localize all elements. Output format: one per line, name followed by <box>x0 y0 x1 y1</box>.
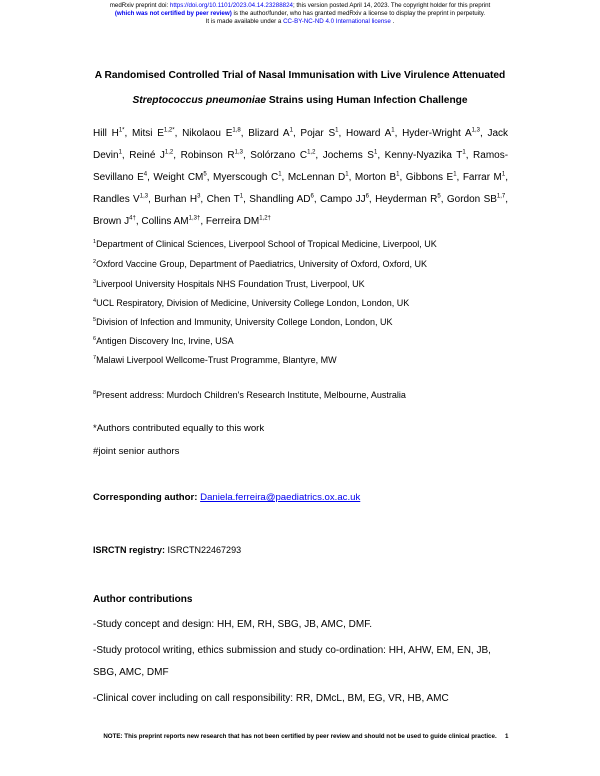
author-name: Ferreira DM <box>205 216 260 227</box>
author-name: Farrar M <box>462 172 502 183</box>
author-name: Pojar S <box>300 128 336 139</box>
preprint-header-line-3: It is made available under a CC-BY-NC-ND 4.0 International license . <box>205 18 395 25</box>
author-affiliation-marker: 1,2 <box>164 149 174 156</box>
affiliation-item: $^7$Malawi Liverpool Wellcome-Trust Programme, Blantyre, MW <box>93 355 337 365</box>
affiliation-item: $^6$Antigen Discovery Inc, Irvine, USA <box>93 336 234 346</box>
affiliation-item: $^2$Oxford Vaccine Group, Department of Paediatrics, University of Oxford, Oxford, UK <box>93 259 428 269</box>
author-name: Hyder-Wright A <box>402 128 472 139</box>
author-name: Campo JJ <box>319 194 366 205</box>
author-affiliation-marker: 1 <box>239 193 244 200</box>
author-name: Randles V <box>93 194 140 205</box>
author-affiliation-marker: 1* <box>118 127 125 134</box>
affiliation-item: $^4$UCL Respiratory, Division of Medicine, University College London, London, UK <box>93 298 410 308</box>
author-affiliation-marker: 1,2* <box>163 127 175 134</box>
author-name: Collins AM <box>141 216 189 227</box>
author-affiliation-marker: 1 <box>391 127 395 134</box>
license-link[interactable]: CC-BY-NC-ND 4.0 International license <box>283 18 391 25</box>
author-name: Brown J <box>93 216 130 227</box>
contributions-heading: Author contributions <box>93 594 193 605</box>
author-affiliation-marker: 1 <box>278 171 282 178</box>
author-affiliation-marker: 6 <box>365 193 369 200</box>
preprint-header-line-1: medRxiv preprint doi: https://doi.org/10.1101/2023.04.14.23288824; this version posted April 14, 2023. The copyright holder for this preprint <box>109 2 491 9</box>
author-name: Blizard A <box>248 128 290 139</box>
footer-note: NOTE: This preprint reports new research that has not been certified by peer review and should not be used to guide clinical practice. 1 <box>103 733 509 740</box>
author-affiliation-marker: 4 <box>143 171 148 178</box>
preprint-header-line-2: (which was not certified by peer review) is the author/funder, who has granted medRxiv a license to display the preprint in perpetuity. <box>114 10 486 17</box>
author-affiliation-marker: 1 <box>462 149 466 156</box>
author-name: Howard A <box>345 128 392 139</box>
author-affiliation-marker: 6 <box>310 193 314 200</box>
author-name: Reiné J <box>129 150 165 161</box>
author-affiliation-marker: 1 <box>453 171 457 178</box>
author-affiliation-marker: 1 <box>345 171 349 178</box>
author-name: Heyderman R <box>375 194 438 205</box>
author-name: Chen T <box>206 194 240 205</box>
contributions-list <box>93 614 513 714</box>
author-name: Gordon SB <box>446 194 497 205</box>
author-affiliation-marker: 1 <box>501 171 506 178</box>
author-affiliation-marker: 1,7 <box>496 193 506 200</box>
isrctn-registry: ISRCTN registry: ISRCTN22467293 <box>93 545 242 555</box>
equal-contribution-note: *Authors contributed equally to this work <box>93 423 265 434</box>
author-affiliation-marker: 1,3 <box>139 193 149 200</box>
corresponding-email-link[interactable]: Daniela.ferreira@paediatrics.ox.ac.uk <box>200 492 361 503</box>
author-name: Morton B <box>354 172 397 183</box>
paper-title-line-2: Streptococcus pneumoniae Strains using Human Infection Challenge <box>132 95 468 106</box>
corresponding-author: Corresponding author: Daniela.ferreira@paediatrics.ox.ac.uk <box>93 492 361 503</box>
author-affiliation-marker: 1 <box>118 149 122 156</box>
author-name: Myerscough C <box>213 172 279 183</box>
affiliation-item: $^5$Division of Infection and Immunity, University College London, London, UK <box>93 317 393 327</box>
affiliation-item: $^3$Liverpool University Hospitals NHS Foundation Trust, Liverpool, UK <box>93 279 365 289</box>
author-name: Gibbons E <box>405 172 454 183</box>
paper-title-line-1: A Randomised Controlled Trial of Nasal Immunisation with Live Virulence Attenuated <box>94 70 506 81</box>
author-name: Burhan H <box>154 194 198 205</box>
author-name: Kenny-Nyazika T <box>384 150 463 161</box>
author-name: Jack Devin <box>93 128 509 161</box>
author-name: Nikolaou E <box>182 128 233 139</box>
author-name: Hill H <box>93 128 119 139</box>
contribution-item: -Clinical cover including on call responsibility: RR, DMcL, BM, EG, VR, HB, AMC <box>93 693 449 704</box>
doi-link[interactable]: https://doi.org/10.1101/2023.04.14.23288824 <box>169 2 293 9</box>
author-name: Robinson R <box>180 150 235 161</box>
affiliation-item: $^1$Department of Clinical Sciences, Liverpool School of Tropical Medicine, Liverpool, UK <box>93 239 437 249</box>
author-affiliation-marker: 4† <box>129 215 136 222</box>
author-name: Ramos-Sevillano E <box>93 150 509 183</box>
author-affiliation-marker: 3 <box>197 193 201 200</box>
author-affiliation-marker: 1 <box>373 149 378 156</box>
present-address: $^8$Present address: Murdoch Children's Research Institute, Melbourne, Australia <box>93 390 406 400</box>
joint-senior-note: #joint senior authors <box>93 446 180 457</box>
contribution-item: -Study concept and design: HH, EM, RH, SBG, JB, AMC, DMF. <box>93 619 372 630</box>
contribution-item: -Study protocol writing, ethics submission and study co-ordination: HH, AHW, EM, EN, JB, SBG, AMC, DMF <box>93 645 491 678</box>
author-affiliation-marker: 1 <box>335 127 339 134</box>
author-list: Hill $H^{1*}$, Mitsi $E^{1,2*}$, Nikolaou E$^{1,8}$, Blizard $A^1$, Pojar $S^1$, Howard $A^1$, Hyder-Wright A$^{1,3}$, Jack Devin$^1$, Reiné J$^{1,2}$, Robinson R$^{1,3}$, Solórzano C$^{1,2}$, Jochems $S^1$, Kenny-Nyazika $T^1$, Ramos-Sevillano $E^4$, Weight $CM^5$, Myerscough $C^1$, McLennan $D^1$, Morton $B^1$, Gibbons $E^1$, Farrar $M^1$, Randles V$^{1,3}$, Burhan $H^3$, Chen $T^1$, Shandling $AD^6$, Campo $JJ^6$, Heyderman $R^5$, Gordon SB$^{1,7}$, Brown $J^{4\dagger}$, Collins $AM^{1,3\dagger}$, Ferreira $DM^{1,2\dagger}$ <box>93 127 509 227</box>
author-name: Mitsi E <box>131 128 164 139</box>
author-affiliation-marker: 1,3† <box>188 215 201 222</box>
author-name: Jochems S <box>322 150 374 161</box>
author-affiliation-marker: 1 <box>289 127 293 134</box>
author-name: Weight CM <box>153 172 204 183</box>
author-name: McLennan D <box>287 172 346 183</box>
author-affiliation-marker: 5 <box>437 193 441 200</box>
author-name: Shandling AD <box>249 194 311 205</box>
author-affiliation-marker: 1,2† <box>259 215 271 222</box>
author-affiliation-marker: 1,8 <box>232 127 241 134</box>
author-affiliation-marker: 1,3 <box>234 149 243 156</box>
page-number: 1 <box>505 733 509 740</box>
author-affiliation-marker: 1 <box>396 171 400 178</box>
author-affiliation-marker: 1,3 <box>471 127 480 134</box>
author-affiliation-marker: 1,2 <box>307 149 316 156</box>
author-affiliation-marker: 5 <box>203 171 207 178</box>
author-name: Solórzano C <box>250 150 308 161</box>
